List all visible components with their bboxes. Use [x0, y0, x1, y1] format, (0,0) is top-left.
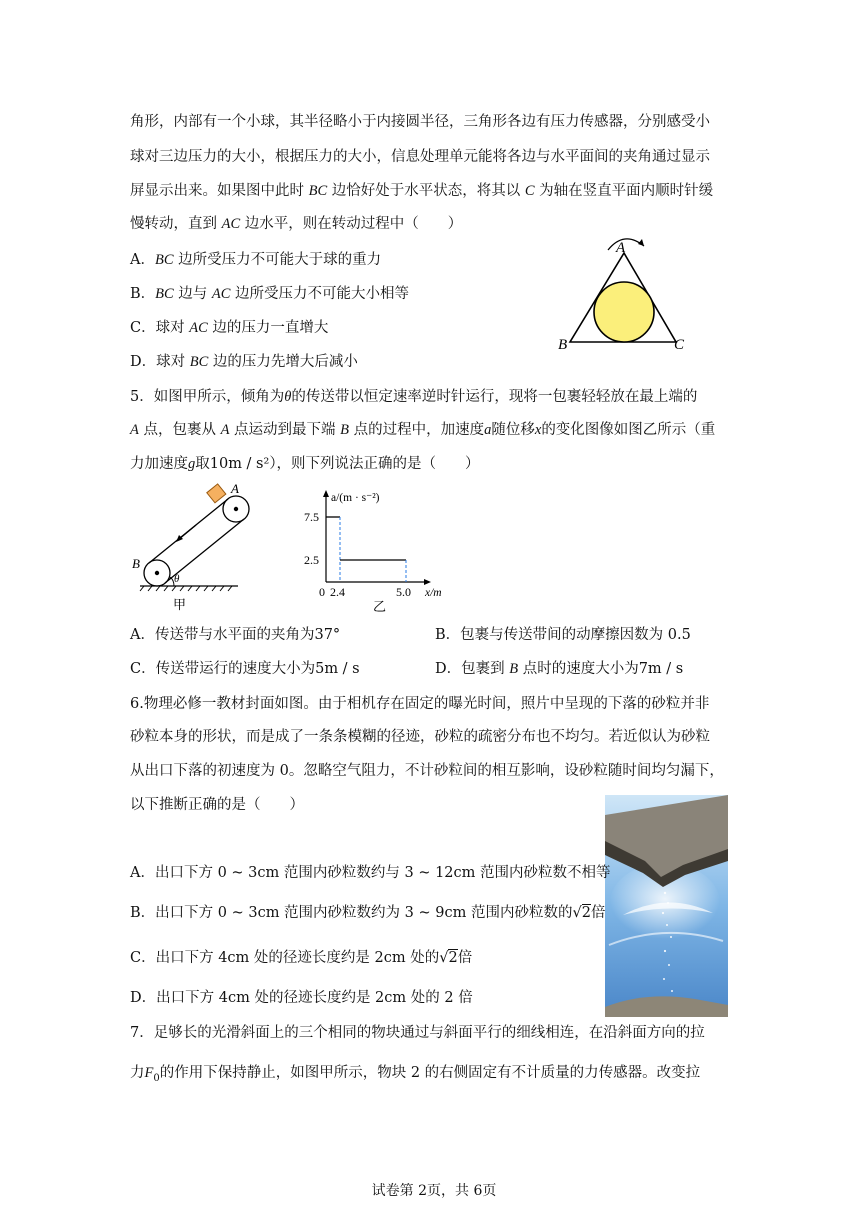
q4-line-3: 屏显示出来。如果图中此时 BC 边恰好处于水平状态，将其以 C 为轴在竖直平面内顺时针缓 [130, 183, 714, 199]
bottom-pulley-axle [155, 571, 159, 575]
q4-option-a: A．BC 边所受压力不可能大于球的重力 [130, 252, 382, 268]
label-a: A [616, 240, 626, 256]
q4-line-2: 球对三边压力的大小，根据压力的大小，信息处理单元能将各边与水平面间的夹角通过显示 [130, 149, 710, 165]
q6-option-a: A．出口下方 0 ~ 3cm 范围内砂粒数约与 3 ~ 12cm 范围内砂粒数不相等 [130, 865, 611, 881]
page-footer: 试卷第 2页，共 6页 [371, 1183, 497, 1199]
q5-option-d: D．包裹到 B 点时的速度大小为7m / s [435, 661, 684, 677]
q7-line-1: 7．足够长的光滑斜面上的三个相同的物块通过与斜面平行的细线相连，在沿斜面方向的拉 [130, 1025, 705, 1041]
triangle-ball-figure [552, 228, 702, 353]
q5-option-a: A．传送带与水平面的夹角为37° [130, 627, 341, 643]
q6-option-d: D．出口下方 4cm 处的径迹长度约是 2cm 处的 2 倍 [130, 990, 473, 1006]
ground-hatch [140, 586, 232, 591]
x-tick-5-0: 5.0 [396, 585, 411, 599]
acceleration-displacement-graph [295, 485, 460, 615]
q4-option-c: C．球对 AC 边的压力一直增大 [130, 320, 329, 336]
y-tick-2-5: 2.5 [304, 553, 319, 567]
q7-line-2: 力$F_0$的作用下保持静止，如图甲所示，物块 2 的右侧固定有不计质量的力传感器。改变拉 [130, 1065, 701, 1084]
label-c: C [674, 337, 685, 353]
y-tick-7-5: 7.5 [304, 510, 319, 524]
y-axis-label: a/(m · s⁻²) [331, 492, 380, 504]
conveyor-figure [130, 480, 260, 615]
x-origin: 0 [319, 585, 325, 599]
q5-option-b: B．包裹与传送带间的动摩擦因数为 0.5 [435, 627, 691, 643]
q6-option-b: B．出口下方 0 ~ 3cm 范围内砂粒数约为 3 ~ 9cm 范围内砂粒数的√2倍 [130, 905, 606, 921]
q4-option-b: B．BC 边与 AC 边所受压力不可能大小相等 [130, 286, 410, 302]
ball [594, 282, 654, 342]
q4-option-d: D．球对 BC 边的压力先增大后减小 [130, 354, 358, 370]
x-tick-2-4: 2.4 [330, 585, 345, 599]
falling-sand-photo [605, 795, 728, 1017]
q5-line-2: A 点，包裹从 A 点运动到最下端 B 点的过程中，加速度a随位移x的变化图像如图乙所示（重 [130, 422, 716, 438]
y-axis-arrow [323, 490, 329, 497]
q6-line-2: 砂粒本身的形状，而是成了一条条模糊的径迹，砂粒的疏密分布也不均匀。若近似认为砂粒 [130, 729, 710, 745]
label-b-conveyor: B [132, 556, 140, 571]
x-axis-label: x/m [425, 587, 442, 599]
label-theta: θ [174, 573, 180, 585]
q6-option-c: C．出口下方 4cm 处的径迹长度约是 2cm 处的√2倍 [130, 950, 473, 966]
x-axis-arrow [424, 579, 431, 585]
top-pulley-axle [234, 507, 238, 511]
q5-line-1: 5．如图甲所示，倾角为θ的传送带以恒定速率逆时针运行，现将一包裹轻轻放在最上端的 [130, 389, 698, 405]
q4-line-4: 慢转动，直到 AC 边水平，则在转动过程中（ ） [130, 216, 463, 232]
q5-line-3: 力加速度g取10m / s²），则下列说法正确的是（ ） [130, 456, 480, 472]
q6-line-1: 6.物理必修一教材封面如图。由于相机存在固定的曝光时间，照片中呈现的下落的砂粒并非 [130, 696, 710, 712]
rotation-arrow [608, 239, 644, 250]
q4-line-1: 角形，内部有一个小球，其半径略小于内接圆半径，三角形各边有压力传感器，分别感受小 [130, 114, 710, 130]
q6-line-4: 以下推断正确的是（ ） [130, 797, 304, 813]
label-a-conveyor: A [231, 481, 239, 496]
package [207, 484, 226, 503]
caption-jia: 甲 [173, 597, 187, 612]
caption-yi: 乙 [373, 599, 387, 614]
q6-line-3: 从出口下落的初速度为 0。忽略空气阻力，不计砂粒间的相互影响，设砂粒随时间均匀漏下， [130, 763, 724, 779]
q5-option-c: C．传送带运行的速度大小为5m / s [130, 661, 360, 677]
label-b: B [558, 337, 568, 353]
